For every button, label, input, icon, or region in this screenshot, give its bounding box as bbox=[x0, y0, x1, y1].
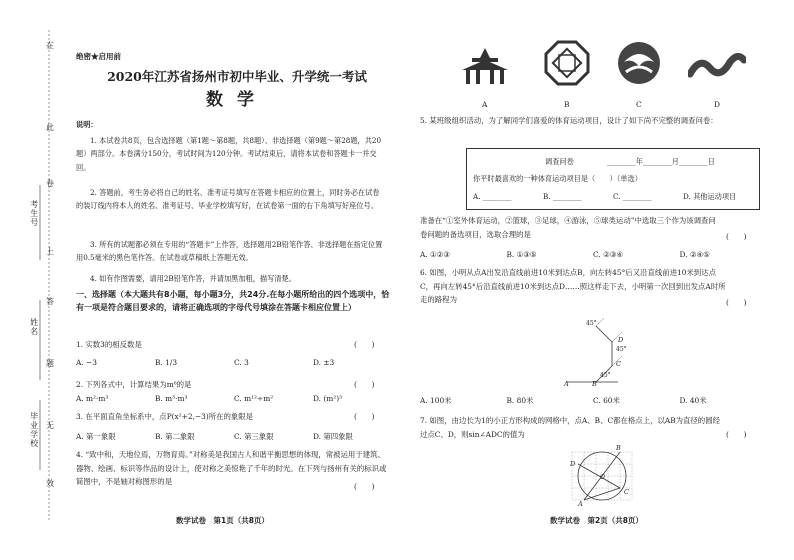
icon-label-b: B bbox=[564, 100, 570, 109]
icon-label-c: C bbox=[636, 100, 642, 109]
grid-point-b-label: B bbox=[616, 444, 621, 452]
answer-paren-4: ( ) bbox=[354, 482, 375, 491]
exam-number-label: 考生号 bbox=[29, 200, 39, 227]
option-c: C. 60米 bbox=[593, 396, 620, 405]
seal-word-2: 卷 bbox=[46, 179, 54, 188]
name-label: 姓名 bbox=[29, 318, 39, 336]
circular-emblem-icon bbox=[616, 40, 662, 86]
wave-ribbon-icon bbox=[688, 48, 746, 84]
option-c: C. 3 bbox=[234, 358, 249, 367]
survey-question: 你平时最喜欢的一种体育运动项目是（ ）（单选） bbox=[473, 174, 642, 183]
angle-label-2: 45° bbox=[616, 346, 627, 353]
option-a: A. 第一象限 bbox=[76, 432, 116, 441]
answer-paren-2: ( ) bbox=[354, 380, 375, 389]
exam-title: 2020年江苏省扬州市初中毕业、升学统一考试 bbox=[107, 69, 367, 84]
option-d: D. (m²)³ bbox=[313, 394, 343, 403]
option-d: D. ②④⑤ bbox=[679, 250, 710, 259]
option-b: B. m³·m³ bbox=[155, 394, 188, 403]
answer-paren-3: ( ) bbox=[354, 412, 375, 421]
options-1 bbox=[76, 358, 392, 369]
survey-option-a: A. ________ bbox=[473, 192, 512, 201]
note-2: 2. 答题前，考生务必将自己的姓名、准考证号填写在答题卡相应的位置上，同时务必在试卷的装订线内将本人的姓名、准考证号、毕业学校填写好，在试卷第一面的右下角填写好座位号。 bbox=[76, 188, 380, 211]
icon-label-a: A bbox=[482, 100, 488, 109]
survey-option-d: D. 其他运动项目 bbox=[683, 192, 737, 201]
question-5-body: 准备在“①室外体育运动，②篮球，③足球，④游泳，⑤球类运动”中选取三个作为该调查问卷问题的备选项目，选取合理的是 bbox=[420, 216, 716, 239]
page-footer-1: 数学试卷 第1页（共8页） bbox=[176, 516, 269, 525]
seal-word-3: 上 bbox=[46, 247, 54, 256]
section-heading: 一、选择题（本大题共有8小题，每小题3分，共24分.在每小题所给出的四个选项中，恰有一项是符合题目要求的，请将正确选项的字母代号填涂在答题卡相应位置上） bbox=[76, 290, 390, 313]
option-a: A. ①②③ bbox=[420, 250, 450, 259]
secret-mark: 绝密★启用前 bbox=[76, 52, 121, 61]
option-b: B. 1/3 bbox=[155, 358, 178, 367]
answer-paren-5: ( ) bbox=[726, 232, 747, 241]
note-3: 3. 所有的试题都必须在专用的“答题卡”上作答，选择题用2B铅笔作答、非选择题在指定位置用0.5毫米的黑色笔作答。在试卷或草稿纸上答题无效。 bbox=[76, 240, 383, 263]
question-2: 2. 下列各式中，计算结果为m⁶的是 bbox=[76, 380, 192, 389]
answer-paren-1: ( ) bbox=[354, 340, 375, 349]
grid-point-c-label: C bbox=[624, 488, 629, 496]
survey-title: 调查问卷 bbox=[545, 157, 574, 166]
exam-page-1 bbox=[76, 0, 398, 560]
option-b: B. 80米 bbox=[506, 396, 534, 405]
point-a-label: A bbox=[564, 380, 569, 388]
survey-option-c: C. ________ bbox=[613, 192, 652, 201]
option-a: A. 100米 bbox=[420, 396, 452, 405]
seal-word-7: 效 bbox=[46, 479, 54, 488]
option-a: A. m²·m³ bbox=[76, 394, 109, 403]
survey-date: ________年________月________日 bbox=[607, 157, 715, 166]
seal-word-5: 题 bbox=[46, 359, 54, 368]
page-footer-2: 数学试卷 第2页（共8页） bbox=[550, 516, 643, 525]
point-d-label: D bbox=[618, 336, 624, 344]
options-3 bbox=[76, 432, 392, 443]
icon-label-d: D bbox=[714, 100, 721, 109]
question-4: 4. “致中和，天地位焉，万物育焉。”对称美是我国古人和谐平衡思想的体现，常被运用于建筑、器物、绘画、标识等作品的设计上，使对称之美惊艳了千年的时光。在下列与扬州有关的标识或简图中，不是轴对称图形的是 bbox=[76, 450, 387, 487]
option-a: A. −3 bbox=[76, 358, 97, 367]
grid-point-a-label: A bbox=[578, 500, 583, 508]
seal-word-1: 此 bbox=[46, 123, 54, 132]
answer-paren-7: ( ) bbox=[726, 430, 747, 439]
seal-word-0: 在 bbox=[46, 41, 54, 50]
grid-point-o-label: O bbox=[600, 474, 605, 481]
school-label: 毕业学校 bbox=[29, 412, 39, 448]
note-4: 4. 如有作图需要，请用2B铅笔作答，并请加黑加粗，描写清楚。 bbox=[90, 274, 296, 283]
answer-paren-6: ( ) bbox=[726, 298, 747, 307]
point-b-label: B bbox=[592, 380, 597, 388]
option-c: C. ②③④ bbox=[593, 250, 623, 259]
pagoda-icon bbox=[460, 44, 510, 88]
octagon-lattice-icon bbox=[544, 40, 590, 86]
option-d: D. 40米 bbox=[679, 396, 707, 405]
question-1: 1. 实数3的相反数是 bbox=[76, 340, 142, 349]
option-c: C. 第三象限 bbox=[234, 432, 274, 441]
option-c: C. m¹²÷m² bbox=[234, 394, 274, 403]
angle-label-1: 45° bbox=[586, 320, 597, 327]
note-1: 1. 本试卷共8页，包含选择题（第1题～第8题，共8题）、非选择题（第9题～第28题，共20题）两部分。本卷满分150分，考试时间为120分钟。考试结束后，请将本试卷和答题卡一并交回。 bbox=[76, 136, 382, 172]
binding-lines bbox=[0, 0, 74, 560]
option-d: D. 第四象限 bbox=[313, 432, 353, 441]
survey-box bbox=[466, 148, 760, 210]
subject-title: 数学 bbox=[206, 90, 268, 110]
question-6: 6. 如图，小明从点A出发沿直线前进10米到达点B，向左转45°后又沿直线前进10米到达点C，再向左转45°后沿直线前进10米到达点D……照这样走下去，小明第一次回到出发点A时所走的路程为 bbox=[420, 268, 726, 305]
question-5: 5. 某班级组织活动，为了解同学们喜爱的体育运动项目，设计了如下尚不完整的调查问卷： bbox=[420, 116, 718, 125]
options-6 bbox=[420, 396, 766, 407]
option-b: B. ①③⑤ bbox=[506, 250, 537, 259]
notes-label: 说明： bbox=[76, 120, 98, 129]
options-5 bbox=[420, 250, 766, 261]
option-b: B. 第二象限 bbox=[155, 432, 195, 441]
angle-label-3: 45° bbox=[600, 372, 611, 379]
seal-word-4: 答 bbox=[46, 297, 54, 306]
question-7: 7. 如图，由边长为1的小正方形构成的网格中，点A、B、C都在格点上，以AB为直径的圆经过点C、D，则sin∠ADC的值为 bbox=[420, 416, 720, 439]
grid-point-d-label: D bbox=[570, 460, 576, 468]
question-3: 3. 在平面直角坐标系中，点P(x²+2,−3)所在的象限是 bbox=[76, 412, 254, 421]
option-d: D. ±3 bbox=[313, 358, 335, 367]
options-2 bbox=[76, 394, 392, 405]
seal-word-6: 无 bbox=[46, 421, 54, 430]
survey-option-b: B. ________ bbox=[543, 192, 582, 201]
binding-sidebar bbox=[0, 0, 74, 560]
exam-page-2 bbox=[420, 0, 772, 560]
point-c-label: C bbox=[616, 360, 621, 368]
